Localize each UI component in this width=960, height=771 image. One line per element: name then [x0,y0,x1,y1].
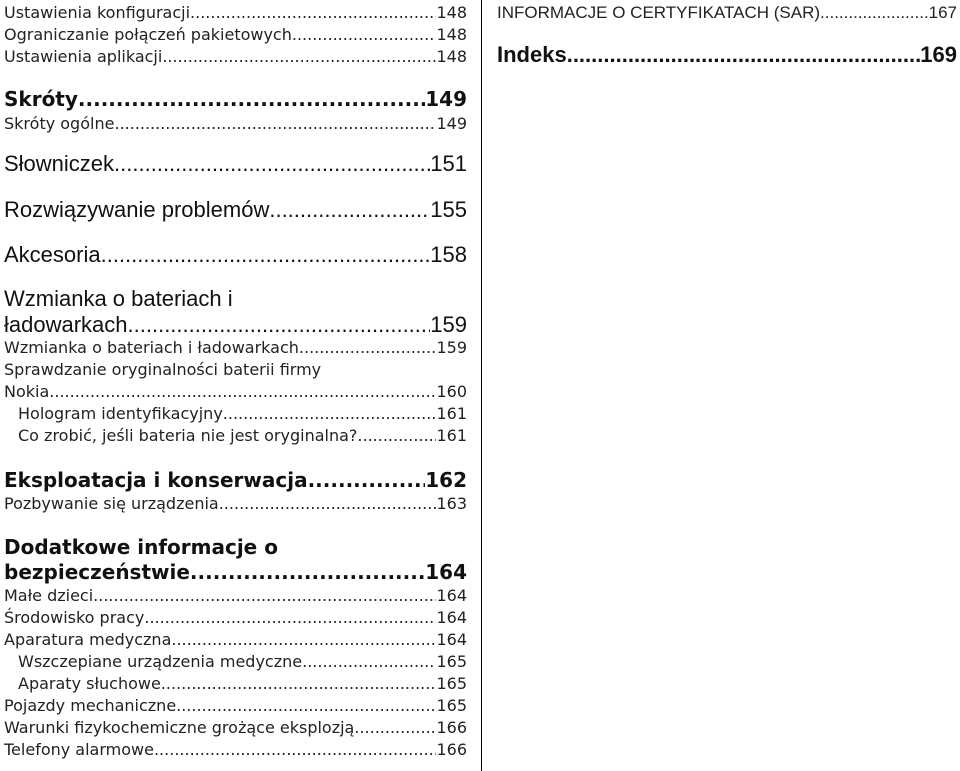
toc-entry[interactable] [18,652,467,671]
toc-leader [144,608,436,627]
toc-entry[interactable] [4,740,467,759]
toc-page-number: 162 [425,468,467,492]
toc-leader [190,3,436,22]
toc-page-number: 163 [436,494,467,513]
toc-section-title: Indeks [497,42,567,67]
toc-entry[interactable] [497,3,957,23]
toc-section-title: Eksploatacja i konserwacja [4,468,308,492]
toc-page-number: 164 [436,586,467,605]
toc-leader [128,312,431,338]
toc-leader [223,404,437,423]
toc-section-title-line: Wzmianka o bateriach i [4,286,233,311]
toc-entry[interactable] [4,25,467,44]
toc-section-title: ładowarkach [4,312,128,337]
toc-section-title: Akcesoria [4,242,101,267]
toc-entry-title: Nokia [4,382,50,401]
toc-entry[interactable] [18,404,467,423]
toc-page-number: 149 [425,87,467,111]
toc-entry-title: Aparaty słuchowe [18,674,161,693]
toc-page-number: 158 [430,242,467,267]
toc-leader [299,338,437,357]
toc-entry-title: Ograniczanie połączeń pakietowych [4,25,292,44]
toc-leader [269,197,430,223]
toc-page-number: 148 [436,25,467,44]
toc-entry[interactable] [4,494,467,513]
toc-leader [171,630,436,649]
toc-entry[interactable] [4,338,467,357]
toc-leader [292,25,437,44]
toc-entry[interactable] [4,114,467,133]
toc-page-number: 169 [920,42,957,67]
toc-leader [176,696,436,715]
toc-entry[interactable] [4,608,467,627]
toc-entry-title-line: Sprawdzanie oryginalności baterii firmy [4,360,322,379]
toc-entry-title: Skróty ogólne [4,114,115,133]
toc-section[interactable] [4,151,467,177]
toc-entry-title: Telefony alarmowe [4,740,154,759]
toc-leader [161,674,437,693]
toc-page-number: 164 [436,608,467,627]
toc-entry[interactable] [4,718,467,737]
toc-entry-title: Hologram identyfikacyjny [18,404,223,423]
column-divider [481,0,482,771]
toc-page-number: 164 [425,560,467,584]
toc-section-title: Rozwiązywanie problemów [4,197,270,222]
toc-section[interactable] [4,560,467,584]
toc-section[interactable] [4,87,467,111]
toc-entry[interactable] [4,630,467,649]
toc-leader [567,42,921,68]
toc-page-number: 148 [436,47,467,66]
toc-section-title: Słowniczek [4,151,115,176]
toc-entry-title: INFORMACJE O CERTYFIKATACH (SAR) [497,3,821,22]
toc-page-number: 165 [436,652,467,671]
toc-leader [78,87,425,111]
toc-page-number: 166 [436,718,467,737]
toc-leader [354,718,436,737]
toc-entry-title: Pojazdy mechaniczne [4,696,177,715]
toc-section[interactable] [4,242,467,268]
toc-page-number: 165 [436,674,467,693]
toc-entry[interactable] [4,3,467,22]
toc-section-title-line: Dodatkowe informacje o [4,535,278,559]
toc-leader [308,468,426,492]
toc-entry-title: Małe dzieci [4,586,94,605]
toc-page-number: 149 [436,114,467,133]
toc-section[interactable] [4,197,467,223]
toc-leader [154,740,436,759]
toc-page-number: 160 [436,382,467,401]
toc-leader [101,242,431,268]
toc-section[interactable] [4,468,467,492]
toc-entry[interactable] [4,47,467,66]
toc-section[interactable] [4,312,467,338]
toc-page-number: 166 [436,740,467,759]
toc-entry-title: Środowisko pracy [4,608,145,627]
toc-page-number: 148 [436,3,467,22]
toc-entry-title: Ustawienia konfiguracji [4,3,191,22]
toc-entry[interactable] [4,586,467,605]
toc-entry-title: Co zrobić, jeśli bateria nie jest oryginalna? [18,426,358,445]
toc-entry-title: Ustawienia aplikacji [4,47,163,66]
toc-leader [114,114,436,133]
toc-section-title: Skróty [4,87,78,111]
toc-leader [162,47,436,66]
toc-entry[interactable] [4,696,467,715]
toc-page-number: 159 [430,312,467,337]
toc-page-number: 161 [436,426,467,445]
toc-section-title: bezpieczeństwie [4,560,190,584]
toc-leader [190,560,425,584]
toc-entry[interactable] [18,674,467,693]
toc-leader [93,586,436,605]
toc-leader [114,151,430,177]
toc-entry[interactable] [4,382,467,401]
toc-entry-title: Pozbywanie się urządzenia [4,494,219,513]
toc-page-number: 165 [436,696,467,715]
toc-page-number: 159 [436,338,467,357]
toc-entry-title: Aparatura medyczna [4,630,172,649]
toc-entry[interactable] [18,426,467,445]
toc-leader [49,382,436,401]
toc-page-number: 164 [436,630,467,649]
toc-page-number: 151 [430,151,467,176]
toc-entry-title: Wzmianka o bateriach i ładowarkach [4,338,299,357]
toc-page-number: 155 [430,197,467,222]
toc-section[interactable] [497,42,957,68]
toc-entry-title: Wszczepiane urządzenia medyczne [18,652,303,671]
toc-leader [302,652,436,671]
toc-leader [219,494,437,513]
toc-leader [357,426,436,445]
toc-page-number: 167 [928,3,957,22]
toc-entry-title: Warunki fizykochemiczne grożące eksplozją [4,718,355,737]
toc-page-number: 161 [436,404,467,423]
toc-leader [820,3,929,23]
